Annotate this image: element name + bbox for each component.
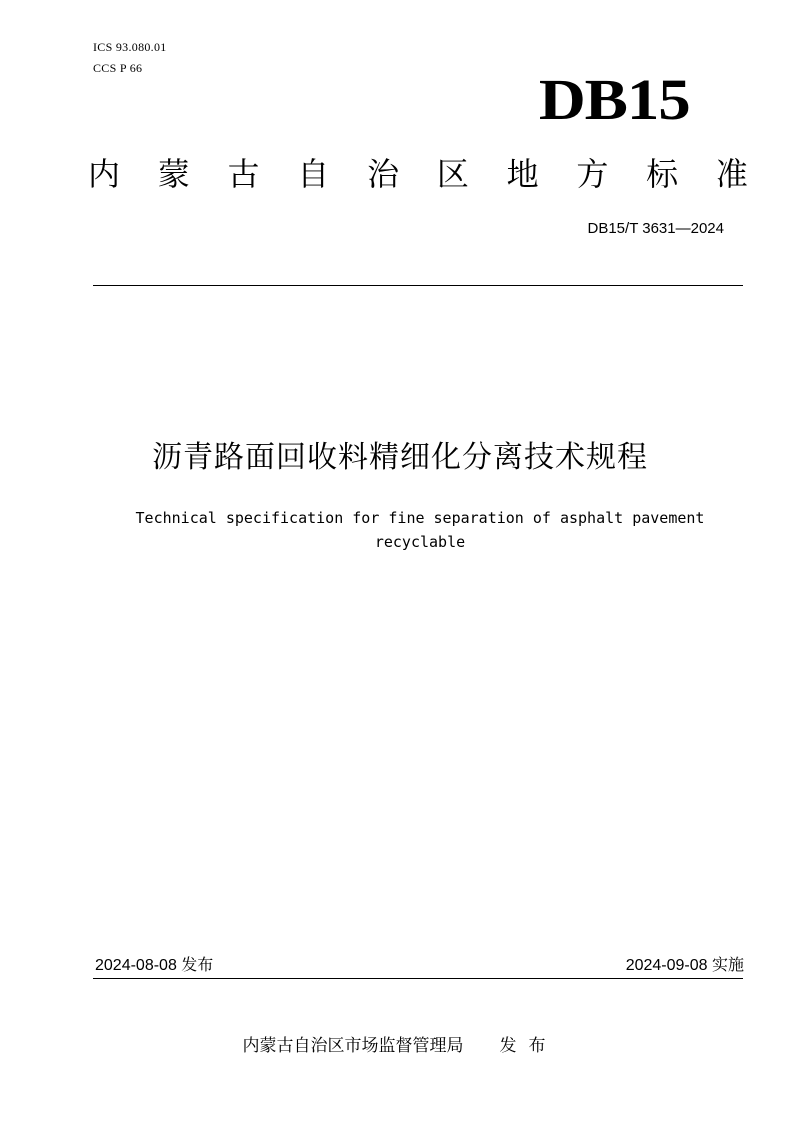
issue-date: 2024-08-08 发布 <box>95 957 214 974</box>
bottom-divider <box>93 978 743 979</box>
implementation-date: 2024-09-08 实施 <box>625 957 744 974</box>
standard-type-char: 蒙 <box>157 155 190 193</box>
standard-type-char: 内 <box>88 155 121 193</box>
standard-type-char: 方 <box>576 155 609 193</box>
standard-type-char: 自 <box>297 155 330 193</box>
chinese-title: 沥青路面回收料精细化分离技术规程 <box>152 440 648 475</box>
standard-number: DB15/T 3631—2024 <box>587 220 724 237</box>
standard-type-char: 准 <box>715 155 748 193</box>
standard-type-char: 标 <box>646 155 679 193</box>
standard-type-char: 区 <box>436 155 469 193</box>
issuer-line <box>0 1034 800 1058</box>
issuer-name: 内蒙古自治区市场监督管理局 <box>242 1036 464 1056</box>
top-divider <box>93 285 743 286</box>
standard-type-char: 古 <box>227 155 260 193</box>
standard-type-heading <box>88 152 748 196</box>
standard-type-char: 地 <box>506 155 539 193</box>
standard-type-char: 治 <box>367 155 400 193</box>
issuer-action: 发布 <box>499 1036 558 1056</box>
standard-logo: DB15 <box>539 67 690 132</box>
english-title: Technical specification for fine separation of asphalt pavement recyclable <box>135 509 705 551</box>
ccs-code: CCS P 66 <box>93 61 143 75</box>
ics-code: ICS 93.080.01 <box>93 40 167 54</box>
